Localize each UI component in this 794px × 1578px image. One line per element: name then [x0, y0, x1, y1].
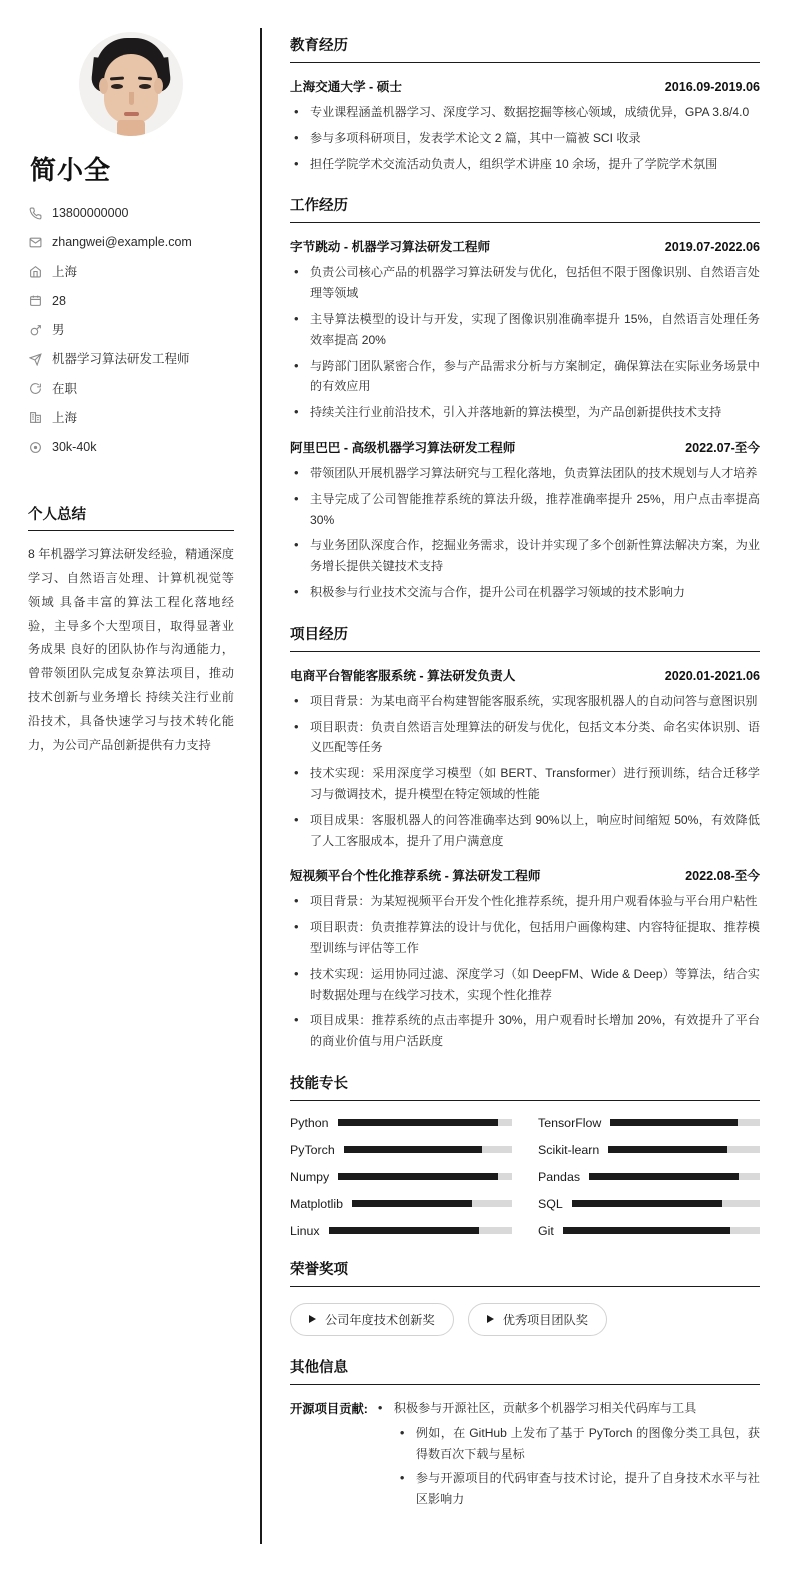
- section-skills: [290, 1072, 760, 1238]
- skill-item: [538, 1170, 760, 1184]
- entry-date: 2022.07-至今: [685, 440, 760, 455]
- entry-bullets: [290, 102, 760, 174]
- entry-header: [290, 437, 760, 456]
- skill-item: [290, 1116, 512, 1130]
- skill-label: SQL: [538, 1196, 563, 1211]
- other-row: [290, 1398, 760, 1514]
- work-entry: [290, 437, 760, 603]
- other-label: 开源项目贡献:: [290, 1401, 368, 1416]
- entry-header: [290, 76, 760, 95]
- skill-bar-fill: [608, 1146, 726, 1153]
- entry-bullets: [290, 463, 760, 603]
- entry-date: 2019.07-2022.06: [664, 240, 760, 255]
- bullet-item: • 项目成果：客服机器人的问答准确率达到 90%以上，响应时间缩短 50%，有效降低了人工客服成本，提升了用户满意度: [290, 810, 760, 852]
- section-awards: [290, 1258, 760, 1336]
- skill-bar-track: [338, 1119, 512, 1126]
- bullet-item: • 主导算法模型的设计与开发，实现了图像识别准确率提升 15%，自然语言处理任务效率提高 20%: [290, 309, 760, 351]
- awards-list: [290, 1300, 760, 1336]
- skill-item: [290, 1143, 512, 1157]
- skill-bar-track: [572, 1200, 760, 1207]
- entry-bullets: [290, 891, 760, 1052]
- skill-item: [290, 1224, 512, 1238]
- phone-icon: [28, 206, 42, 220]
- entry-bullets: [290, 262, 760, 423]
- bullet-item: • 参与多项科研项目，发表学术论文 2 篇，其中一篇被 SCI 收录: [290, 128, 760, 149]
- bullet-item: • 积极参与开源社区，贡献多个机器学习相关代码库与工具: [372, 1398, 760, 1419]
- avatar: [79, 32, 183, 136]
- skill-bar-fill: [589, 1173, 739, 1180]
- section-projects: [290, 623, 760, 1052]
- skill-bar-track: [610, 1119, 760, 1126]
- section-title-projects: 项目经历: [290, 623, 760, 652]
- entry-title: 短视频平台个性化推荐系统 - 算法研发工程师: [290, 869, 541, 884]
- skills-grid: [290, 1114, 760, 1238]
- entry-date: 2016.09-2019.06: [664, 80, 760, 94]
- skill-bar-fill: [610, 1119, 737, 1126]
- project-entry: [290, 665, 760, 852]
- section-title-other: 其他信息: [290, 1356, 760, 1385]
- project-entry: [290, 865, 760, 1052]
- skill-bar-fill: [338, 1119, 498, 1126]
- info-item-city: [28, 264, 234, 280]
- section-other: [290, 1356, 760, 1514]
- bullet-item: • 项目职责：负责自然语言处理算法的研发与优化，包括文本分类、命名实体识别、语义匹配等任务: [290, 717, 760, 759]
- skill-label: Scikit-learn: [538, 1142, 600, 1157]
- summary-section: [28, 503, 234, 757]
- section-title-work: 工作经历: [290, 194, 760, 223]
- info-item-age: [28, 293, 234, 309]
- play-triangle-icon: [487, 1315, 494, 1323]
- info-item-email: [28, 234, 234, 250]
- info-value-phone: 13800000000: [52, 206, 129, 220]
- bullet-item: • 持续关注行业前沿技术，引入并落地新的算法模型，为产品创新提供技术支持: [290, 402, 760, 423]
- info-item-position: [28, 351, 234, 367]
- portrait-eye-right: [139, 84, 151, 89]
- skill-label: Numpy: [290, 1169, 330, 1184]
- skill-label: Pandas: [538, 1169, 581, 1184]
- info-value-gender: 男: [52, 323, 65, 337]
- skill-bar-fill: [572, 1200, 723, 1207]
- portrait-eye-left: [111, 84, 123, 89]
- page-title: 简小全: [30, 155, 112, 185]
- refresh-icon: [28, 382, 42, 396]
- portrait-nose: [129, 92, 134, 105]
- info-value-status: 在职: [52, 381, 78, 396]
- bullet-item: • 项目背景：为某电商平台构建智能客服系统，实现客服机器人的自动问答与意图识别: [290, 691, 760, 712]
- bullet-item: • 例如，在 GitHub 上发布了基于 PyTorch 的图像分类工具包，获得数百次下载与星标: [394, 1423, 760, 1465]
- bullet-item: • 主导完成了公司智能推荐系统的算法升级，推荐准确率提升 25%，用户点击率提高 30%: [290, 489, 760, 531]
- entry-bullets: [290, 691, 760, 852]
- skill-bar-track: [563, 1227, 760, 1234]
- skill-bar-fill: [344, 1146, 482, 1153]
- skill-bar-track: [329, 1227, 512, 1234]
- award-chip[interactable]: [468, 1303, 607, 1336]
- skill-label: Matplotlib: [290, 1196, 344, 1211]
- summary-title: 个人总结: [28, 503, 234, 531]
- bullet-item: • 负责公司核心产品的机器学习算法研发与优化，包括但不限于图像识别、自然语言处理等领域: [290, 262, 760, 304]
- entry-date: 2020.01-2021.06: [664, 668, 760, 683]
- skill-label: Python: [290, 1115, 329, 1130]
- skill-item: [290, 1170, 512, 1184]
- section-title-awards: 荣誉奖项: [290, 1258, 760, 1287]
- bullet-item: • 带领团队开展机器学习算法研究与工程化落地，负责算法团队的技术规划与人才培养: [290, 463, 760, 484]
- education-entry: [290, 76, 760, 174]
- portrait-mouth: [124, 112, 139, 116]
- award-label: 公司年度技术创新奖: [325, 1312, 435, 1327]
- bullet-item: • 参与开源项目的代码审查与技术讨论，提升了自身技术水平与社区影响力: [394, 1468, 760, 1510]
- gender-icon: [28, 323, 42, 337]
- skill-bar-track: [589, 1173, 760, 1180]
- play-triangle-icon: [309, 1315, 316, 1323]
- award-label: 优秀项目团队奖: [502, 1312, 588, 1327]
- calendar-icon: [28, 294, 42, 308]
- skill-item: [538, 1197, 760, 1211]
- info-value-salary: 30k-40k: [52, 440, 97, 454]
- summary-text: 8 年机器学习算法研发经验，精通深度学习、自然语言处理、计算机视觉等领域 具备丰富的算法工程化落地经验，主导多个大型项目，取得显著业务成果 良好的团队协作与沟通能力，曾带领团队完成复杂算法项目，推动技术创新与业务增长 持续关注行业前沿技术，具备快速学习与技术转化能力，为公司产品创新提供有力支持: [28, 547, 234, 752]
- envelope-icon: [28, 235, 42, 249]
- skill-bar-fill: [352, 1200, 472, 1207]
- award-chip[interactable]: [290, 1303, 454, 1336]
- info-value-email: zhangwei@example.com: [52, 235, 192, 250]
- info-item-phone: [28, 205, 234, 221]
- entry-header: [290, 236, 760, 255]
- skill-bar-track: [344, 1146, 512, 1153]
- bullet-item: • 与跨部门团队紧密合作，参与产品需求分析与方案制定，确保算法在实际业务场景中的有效应用: [290, 356, 760, 398]
- bullet-item: • 与业务团队深度合作，挖掘业务需求，设计并实现了多个创新性算法解决方案，为业务增长提供关键技术支持: [290, 535, 760, 577]
- info-item-workplace: [28, 410, 234, 426]
- target-icon: [28, 440, 42, 454]
- bullet-item: • 项目职责：负责推荐算法的设计与优化，包括用户画像构建、内容特征提取、推荐模型训练与评估等工作: [290, 917, 760, 959]
- skill-label: Git: [538, 1223, 554, 1238]
- entry-date: 2022.08-至今: [685, 869, 760, 884]
- entry-title: 字节跳动 - 机器学习算法研发工程师: [290, 240, 491, 255]
- info-item-status: [28, 381, 234, 397]
- entry-header: [290, 665, 760, 684]
- info-value-position: 机器学习算法研发工程师: [52, 352, 190, 367]
- skill-item: [538, 1143, 760, 1157]
- main-content: [262, 0, 794, 1578]
- portrait-neck: [117, 120, 145, 136]
- sidebar: [0, 0, 262, 1578]
- home-icon: [28, 265, 42, 279]
- skill-bar-fill: [329, 1227, 479, 1234]
- info-item-gender: [28, 322, 234, 338]
- skill-bar-track: [608, 1146, 760, 1153]
- skill-bar-fill: [338, 1173, 498, 1180]
- building-icon: [28, 411, 42, 425]
- skill-bar-track: [352, 1200, 512, 1207]
- skill-item: [538, 1116, 760, 1130]
- bullet-item: • 项目背景：为某短视频平台开发个性化推荐系统，提升用户观看体验与平台用户粘性: [290, 891, 760, 912]
- avatar-wrapper: [28, 32, 234, 136]
- bullet-item: • 技术实现：运用协同过滤、深度学习（如 DeepFM、Wide & Deep）等算法，结合实时数据处理与在线学习技术，实现个性化推荐: [290, 964, 760, 1006]
- bullet-item: • 担任学院学术交流活动负责人，组织学术讲座 10 余场，提升了学院学术氛围: [290, 154, 760, 175]
- skill-label: PyTorch: [290, 1142, 335, 1157]
- skill-label: Linux: [290, 1223, 320, 1238]
- bullet-item: • 积极参与行业技术交流与合作，提升公司在机器学习领域的技术影响力: [290, 582, 760, 603]
- paper-plane-icon: [28, 352, 42, 366]
- skill-bar-fill: [563, 1227, 731, 1234]
- skill-item: [538, 1224, 760, 1238]
- section-title-education: 教育经历: [290, 34, 760, 63]
- work-entry: [290, 236, 760, 423]
- bullet-item: • 专业课程涵盖机器学习、深度学习、数据挖掘等核心领域，成绩优异，GPA 3.8/4.0: [290, 102, 760, 123]
- info-value-workplace: 上海: [52, 410, 78, 425]
- other-bullets: [372, 1398, 760, 1514]
- section-education: [290, 34, 760, 174]
- info-value-age: 28: [52, 293, 66, 308]
- skill-item: [290, 1197, 512, 1211]
- info-item-salary: [28, 439, 234, 455]
- portrait-ear-right: [154, 78, 163, 94]
- portrait-ear-left: [99, 78, 108, 94]
- entry-header: [290, 865, 760, 884]
- section-work: [290, 194, 760, 602]
- skill-label: TensorFlow: [538, 1115, 602, 1130]
- entry-title: 上海交通大学 - 硕士: [290, 80, 402, 94]
- entry-title: 电商平台智能客服系统 - 算法研发负责人: [290, 668, 516, 683]
- bullet-item: • 项目成果：推荐系统的点击率提升 30%，用户观看时长增加 20%，有效提升了平台的商业价值与用户活跃度: [290, 1010, 760, 1052]
- info-value-city: 上海: [52, 264, 78, 279]
- entry-title: 阿里巴巴 - 高级机器学习算法研发工程师: [290, 440, 516, 455]
- contact-info-list: [28, 205, 234, 455]
- skill-bar-track: [338, 1173, 512, 1180]
- section-title-skills: 技能专长: [290, 1072, 760, 1101]
- bullet-item: • 技术实现：采用深度学习模型（如 BERT、Transformer）进行预训练，结合迁移学习与微调技术，提升模型在特定领域的性能: [290, 763, 760, 805]
